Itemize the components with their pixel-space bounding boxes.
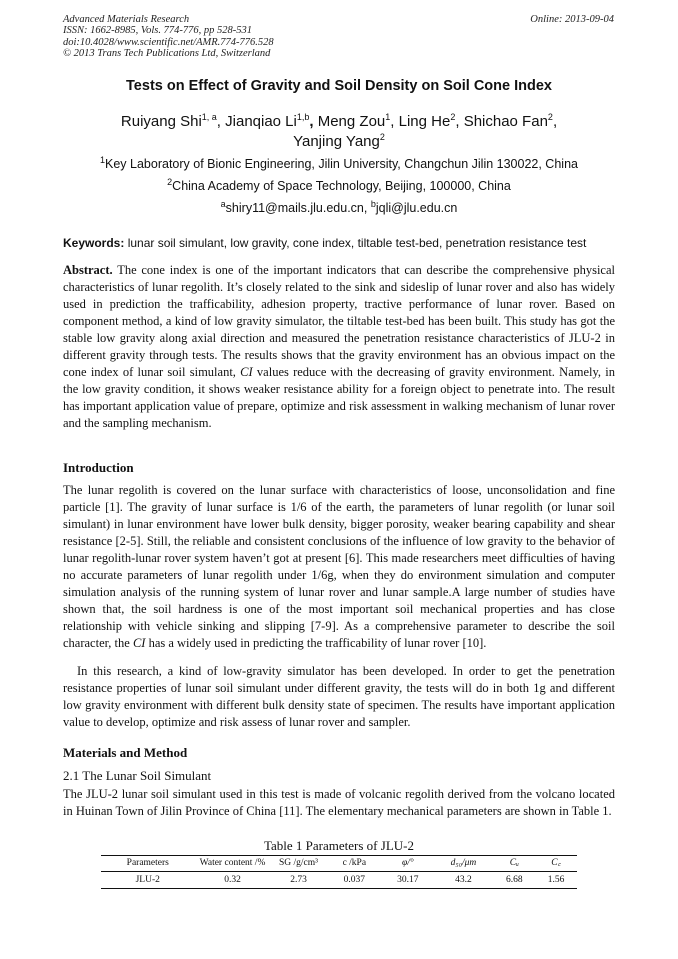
online-date: Online: 2013-09-04 [530,14,614,25]
table-cell: 0.32 [195,872,271,889]
abstract-text-2: values reduce with the decreasing of gravity environment. Namely, in the low gravity condition, it shows weaker resistance ability for a foreign object to penetrate into. The result has important application value of prepare, optimize and risk assessment in walking mechanism of lunar rover and the sampling mechanism. [63,365,616,430]
email-sup: b [370,198,376,209]
intro-paragraph-2: In this research, a kind of low-gravity simulator has been developed. In order to get the penetration resistance properties of lunar soil simulant under different gravity, the tests will do in both 1g and different low gravity environment with different bulk density state of specimen. The results have important application value to develop, optimize and risk assess of lunar rover and sampler. [63,664,615,729]
author-sup: 1,b [296,112,310,122]
email-b[interactable]: jqli@jlu.edu.cn [375,201,458,215]
ci-symbol: CI [240,365,253,379]
email-a[interactable]: shiry11@mails.jlu.edu.cn [225,201,364,215]
email-sup: a [220,198,226,209]
affiliation-1 [40,154,638,171]
author-sup: 2 [450,112,456,122]
introduction-heading: Introduction [63,460,134,475]
table-header-cell: c /kPa [327,856,383,872]
table-header-cell: Cᵤ [493,856,535,872]
affiliation-sup: 2 [167,176,173,187]
affiliation-2 [40,176,638,193]
affiliation-text: China Academy of Space Technology, Beijing, 100000, China [172,179,511,193]
abstract-text-1: The cone index is one of the important indicators that can describe the comprehensive physical characteristics of lunar regolith. It’s closely related to the sink and sideslip of lunar rover and also has widely used in prediction the trafficability, adhesion property, tractive performance of lunar rover. Based on component method, a kind of low gravity simulator, the tiltable test-bed has been built. This study has got the stable low gravity along axial direction and measured the penetration resistance characteristics of JLU-2 in different gravity through tests. The results shows that the gravity environment has an obvious impact on the cone index of lunar soil simulant, [63,263,615,379]
methods-heading: Materials and Method [63,745,188,760]
author-sup: 2 [547,112,553,122]
methods-paragraph: The JLU-2 lunar soil simulant used in this test is made of volcanic regolith derived from the volcano located in Huinan Town of Jilin Province of China [11]. The elementary mechanical parameters are shown in Table 1. [63,787,615,818]
author-name: Jianqiao Li [225,113,297,130]
table-header-cell: Water content /% [195,856,271,872]
author-name: Ling He [398,113,451,130]
table-cell: 6.68 [493,872,535,889]
keywords-line [63,236,623,250]
table-header-cell: d₅₀/μm [434,856,494,872]
table-cell: JLU-2 [101,872,195,889]
copyright-line: © 2013 Trans Tech Publications Ltd, Switzerland [63,47,271,59]
issn-line: ISSN: 1662-8985, Vols. 774-776, pp 528-531 [63,25,252,37]
table-caption: Table 1 Parameters of JLU-2 [264,838,414,853]
paper-title: Tests on Effect of Gravity and Soil Density on Soil Cone Index [126,78,552,94]
subsection-heading: 2.1 The Lunar Soil Simulant [63,768,212,783]
table-cell: 2.73 [271,872,327,889]
keywords-label: Keywords: [63,236,125,250]
journal-name: Advanced Materials Research [63,14,190,25]
table-cell: 0.037 [327,872,383,889]
author-list: Ruiyang Shi$^{1, a}$, Jianqiao Li$^{1,b}$, Meng Zou$^1$, Ling He$^2$, Shichao Fan$^2$, Yanjing Yang$^2$ [120,112,558,150]
intro-text-1b: has a widely used in predicting the trafficability of lunar rover [10]. [148,636,487,650]
author-name: Meng Zou [317,113,386,130]
table-header-cell: C꜀ [535,856,577,872]
keywords-text: lunar soil simulant, low gravity, cone index, tiltable test-bed, penetration resistance test [127,236,587,250]
intro-paragraph-1 [63,482,615,652]
journal-header [63,14,274,59]
author-name: Yanjing Yang [293,133,380,150]
affiliation-sup: 1 [100,154,106,165]
abstract-paragraph [63,262,615,432]
table-cell: 30.17 [382,872,433,889]
author-name: Ruiyang Shi [120,113,202,130]
author-sup: 1, a [201,112,217,122]
author-sup: 1 [385,112,391,122]
author-name: Shichao Fan [463,113,548,130]
table-cell: 43.2 [434,872,494,889]
email-line: $^a$shiry11@mails.jlu.edu.cn, $^b$jqli@jlu.edu.cn [220,198,458,215]
table-header-row [101,856,577,872]
table-header-cell: SG /g/cm³ [271,856,327,872]
doi-line[interactable]: doi:10.4028/www.scientific.net/AMR.774-776.528 [63,36,274,48]
parameters-table [101,855,577,889]
table-cell: 1.56 [535,872,577,889]
abstract-label: Abstract. [63,263,113,277]
intro-text-1a: The lunar regolith is covered on the lunar surface with characteristics of loose, unconsolidation and fine particle [1]. The gravity of lunar surface is 1/6 of the earth, the parameters of lunar regolith (or lunar soil simulant) in lunar environment have lower bulk density, bigger porosity, weaker bearing capability and shear resistance [2-5]. Still, the reliable and consistent conclusions of the influence of low gravity to the behavior of lunar regolith-lunar rover system haven’t got at present [6]. This made researchers meet difficulties of having no accurate parameters of lunar regolith under 1/6g, when they do environment simulation and computer simulation analysis of the running system of lunar rover and lunar sample.A large number of studies have shown that, the soil hardness is one of the most important soil mechanical properties and has close relationship with vehicle sinking and slipping [7-9]. As a comprehensive parameter to describe the soil character, the [63,483,615,650]
author-sup: 2 [379,132,385,142]
table-header-cell: Parameters [101,856,195,872]
ci-symbol: CI [132,636,146,650]
table-header-cell: φ/° [382,856,433,872]
table-row [101,872,577,889]
affiliation-text: Key Laboratory of Bionic Engineering, Jilin University, Changchun Jilin 130022, China [105,157,578,171]
